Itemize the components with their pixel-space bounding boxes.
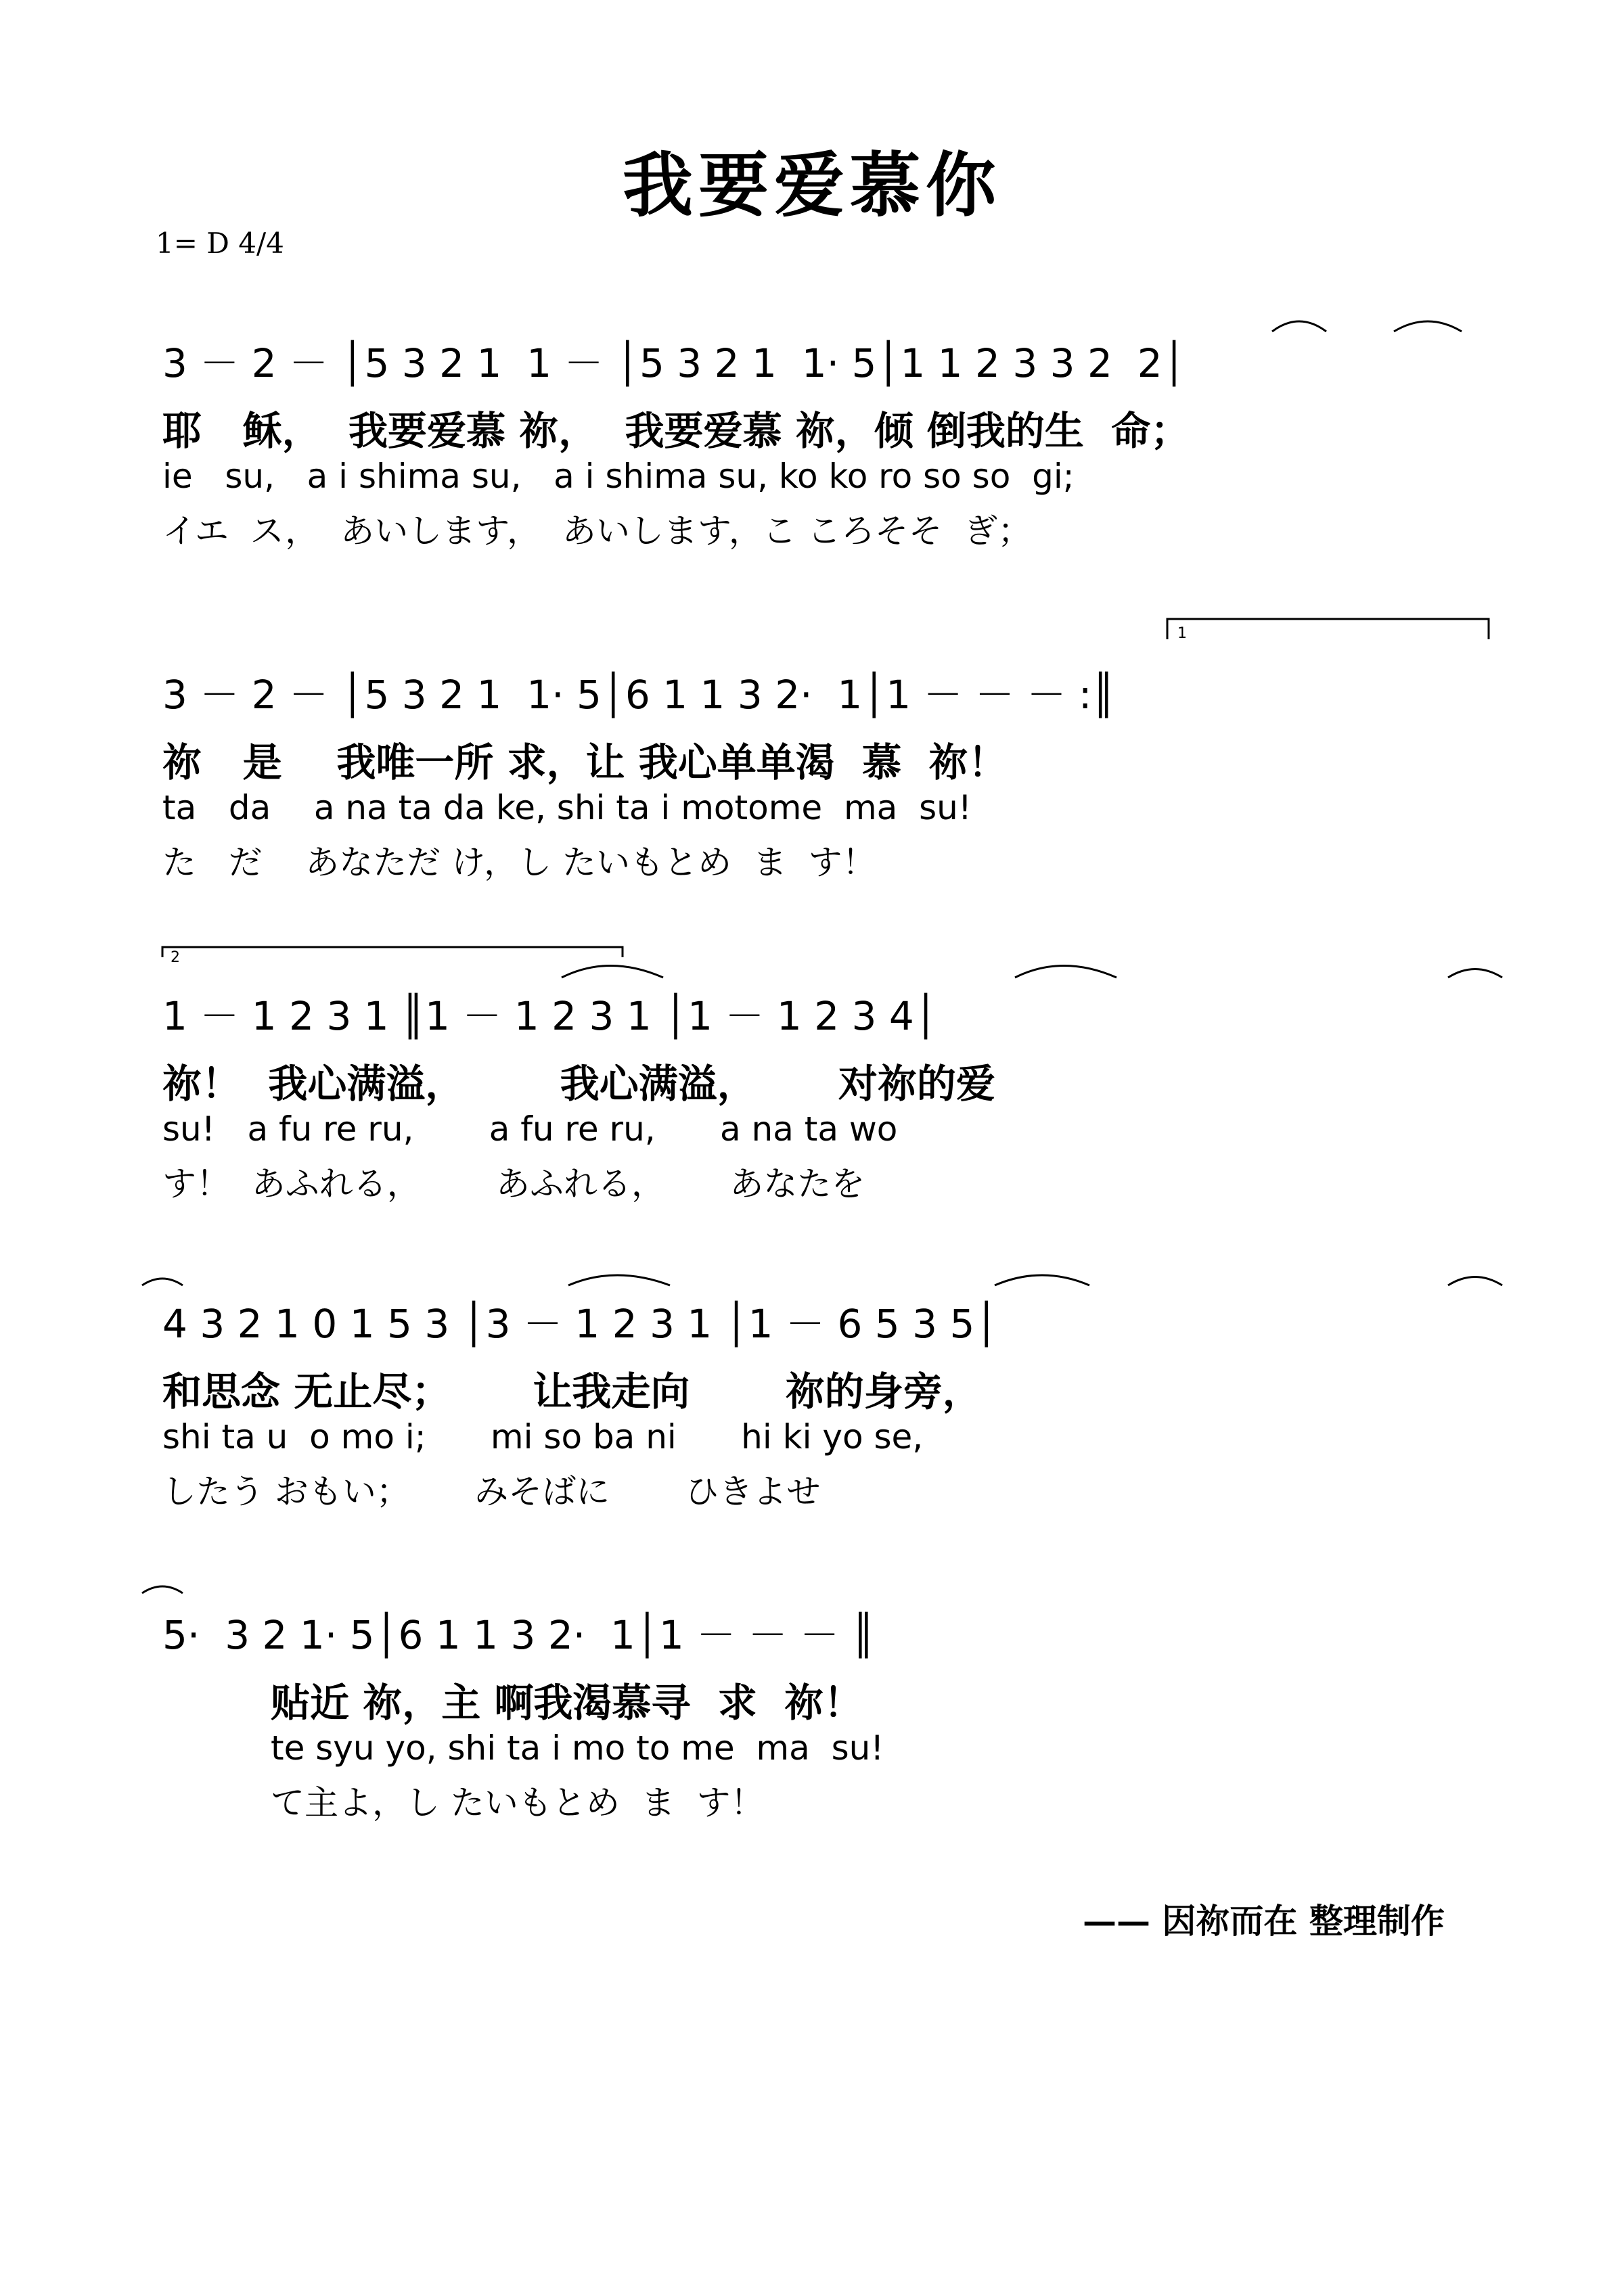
tie-mark	[1448, 1277, 1502, 1286]
volta-number: 2	[171, 949, 180, 966]
lyrics-romaji: ie su, a i shima su, a i shima su, ko ko ro so so gi;	[162, 457, 1075, 496]
volta-bracket-2	[162, 947, 623, 957]
volta-number: 1	[1177, 625, 1187, 642]
song-title: 我要爱慕你	[622, 143, 1001, 227]
lyrics-romaji: ta da a na ta da ke, shi ta i motome ma su!	[162, 788, 972, 827]
tie-mark	[142, 1279, 183, 1285]
lyrics-romaji: te syu yo, shi ta i mo to me ma su!	[271, 1728, 884, 1768]
arranger-credit: —— 因祢而在 整理制作	[1083, 1901, 1445, 1941]
tie-mark	[995, 1275, 1089, 1285]
lyrics-japanese: た だ あなただ け，し たいもとめ ま す！	[162, 843, 876, 882]
tie-mark	[562, 966, 663, 978]
lyrics-romaji: shi ta u o mo i; mi so ba ni hi ki yo se,	[162, 1417, 924, 1456]
lyrics-chinese: 祢 是 我唯一所 求，让 我心单单渴 慕 祢！	[162, 739, 1008, 785]
lyrics-japanese: て主よ，し たいもとめ ま す！	[271, 1783, 765, 1822]
lyrics-chinese: 和思念 无止尽； 让我走向 祢的身旁，	[162, 1369, 982, 1415]
tie-mark	[142, 1586, 183, 1593]
tie-mark	[1272, 321, 1326, 331]
lyrics-chinese: 耶 稣， 我要爱慕 祢， 我要爱慕 祢，倾 倒我的生 命；	[162, 408, 1190, 454]
volta-bracket-1	[1167, 619, 1489, 639]
tie-mark	[568, 1275, 670, 1285]
lyrics-japanese: イエ ス， あいします， あいします，こ ころそそ ぎ；	[162, 511, 1032, 551]
notation-line: 1 － 1 2 3 1 ║1 － 1 2 3 1 │1 － 1 2 3 4│	[162, 993, 938, 1039]
key-time-signature: 1= D 4/4	[156, 227, 284, 260]
notation-line: 3 － 2 － │5 3 2 1 1· 5│6 1 1 3 2· 1│1 － － － :║	[162, 672, 1116, 718]
lyrics-chinese: 贴近 祢，主 啊我渴慕寻 求 祢！	[271, 1680, 863, 1726]
lyrics-japanese: す！ あふれる， あふれる， あなたを	[162, 1164, 865, 1203]
notation-line: 5· 3 2 1· 5│6 1 1 3 2· 1│1 － － － ║	[162, 1612, 876, 1658]
lyrics-romaji: su! a fu re ru, a fu re ru, a na ta wo	[162, 1109, 898, 1149]
lyrics-japanese: したう おもい； みそばに ひきよせ	[162, 1472, 821, 1511]
tie-mark	[1015, 966, 1116, 978]
tie-mark	[1394, 321, 1462, 331]
lyrics-chinese: 祢！ 我心满溢， 我心满溢， 对祢的爱	[162, 1061, 995, 1107]
notation-line: 4 3 2 1 0 1 5 3 │3 － 1 2 3 1 │1 － 6 5 3 5│	[162, 1301, 999, 1347]
tie-mark	[1448, 969, 1502, 978]
notation-line: 3 － 2 － │5 3 2 1 1 － │5 3 2 1 1· 5│1 1 2 3 3 2 2│	[162, 340, 1186, 386]
